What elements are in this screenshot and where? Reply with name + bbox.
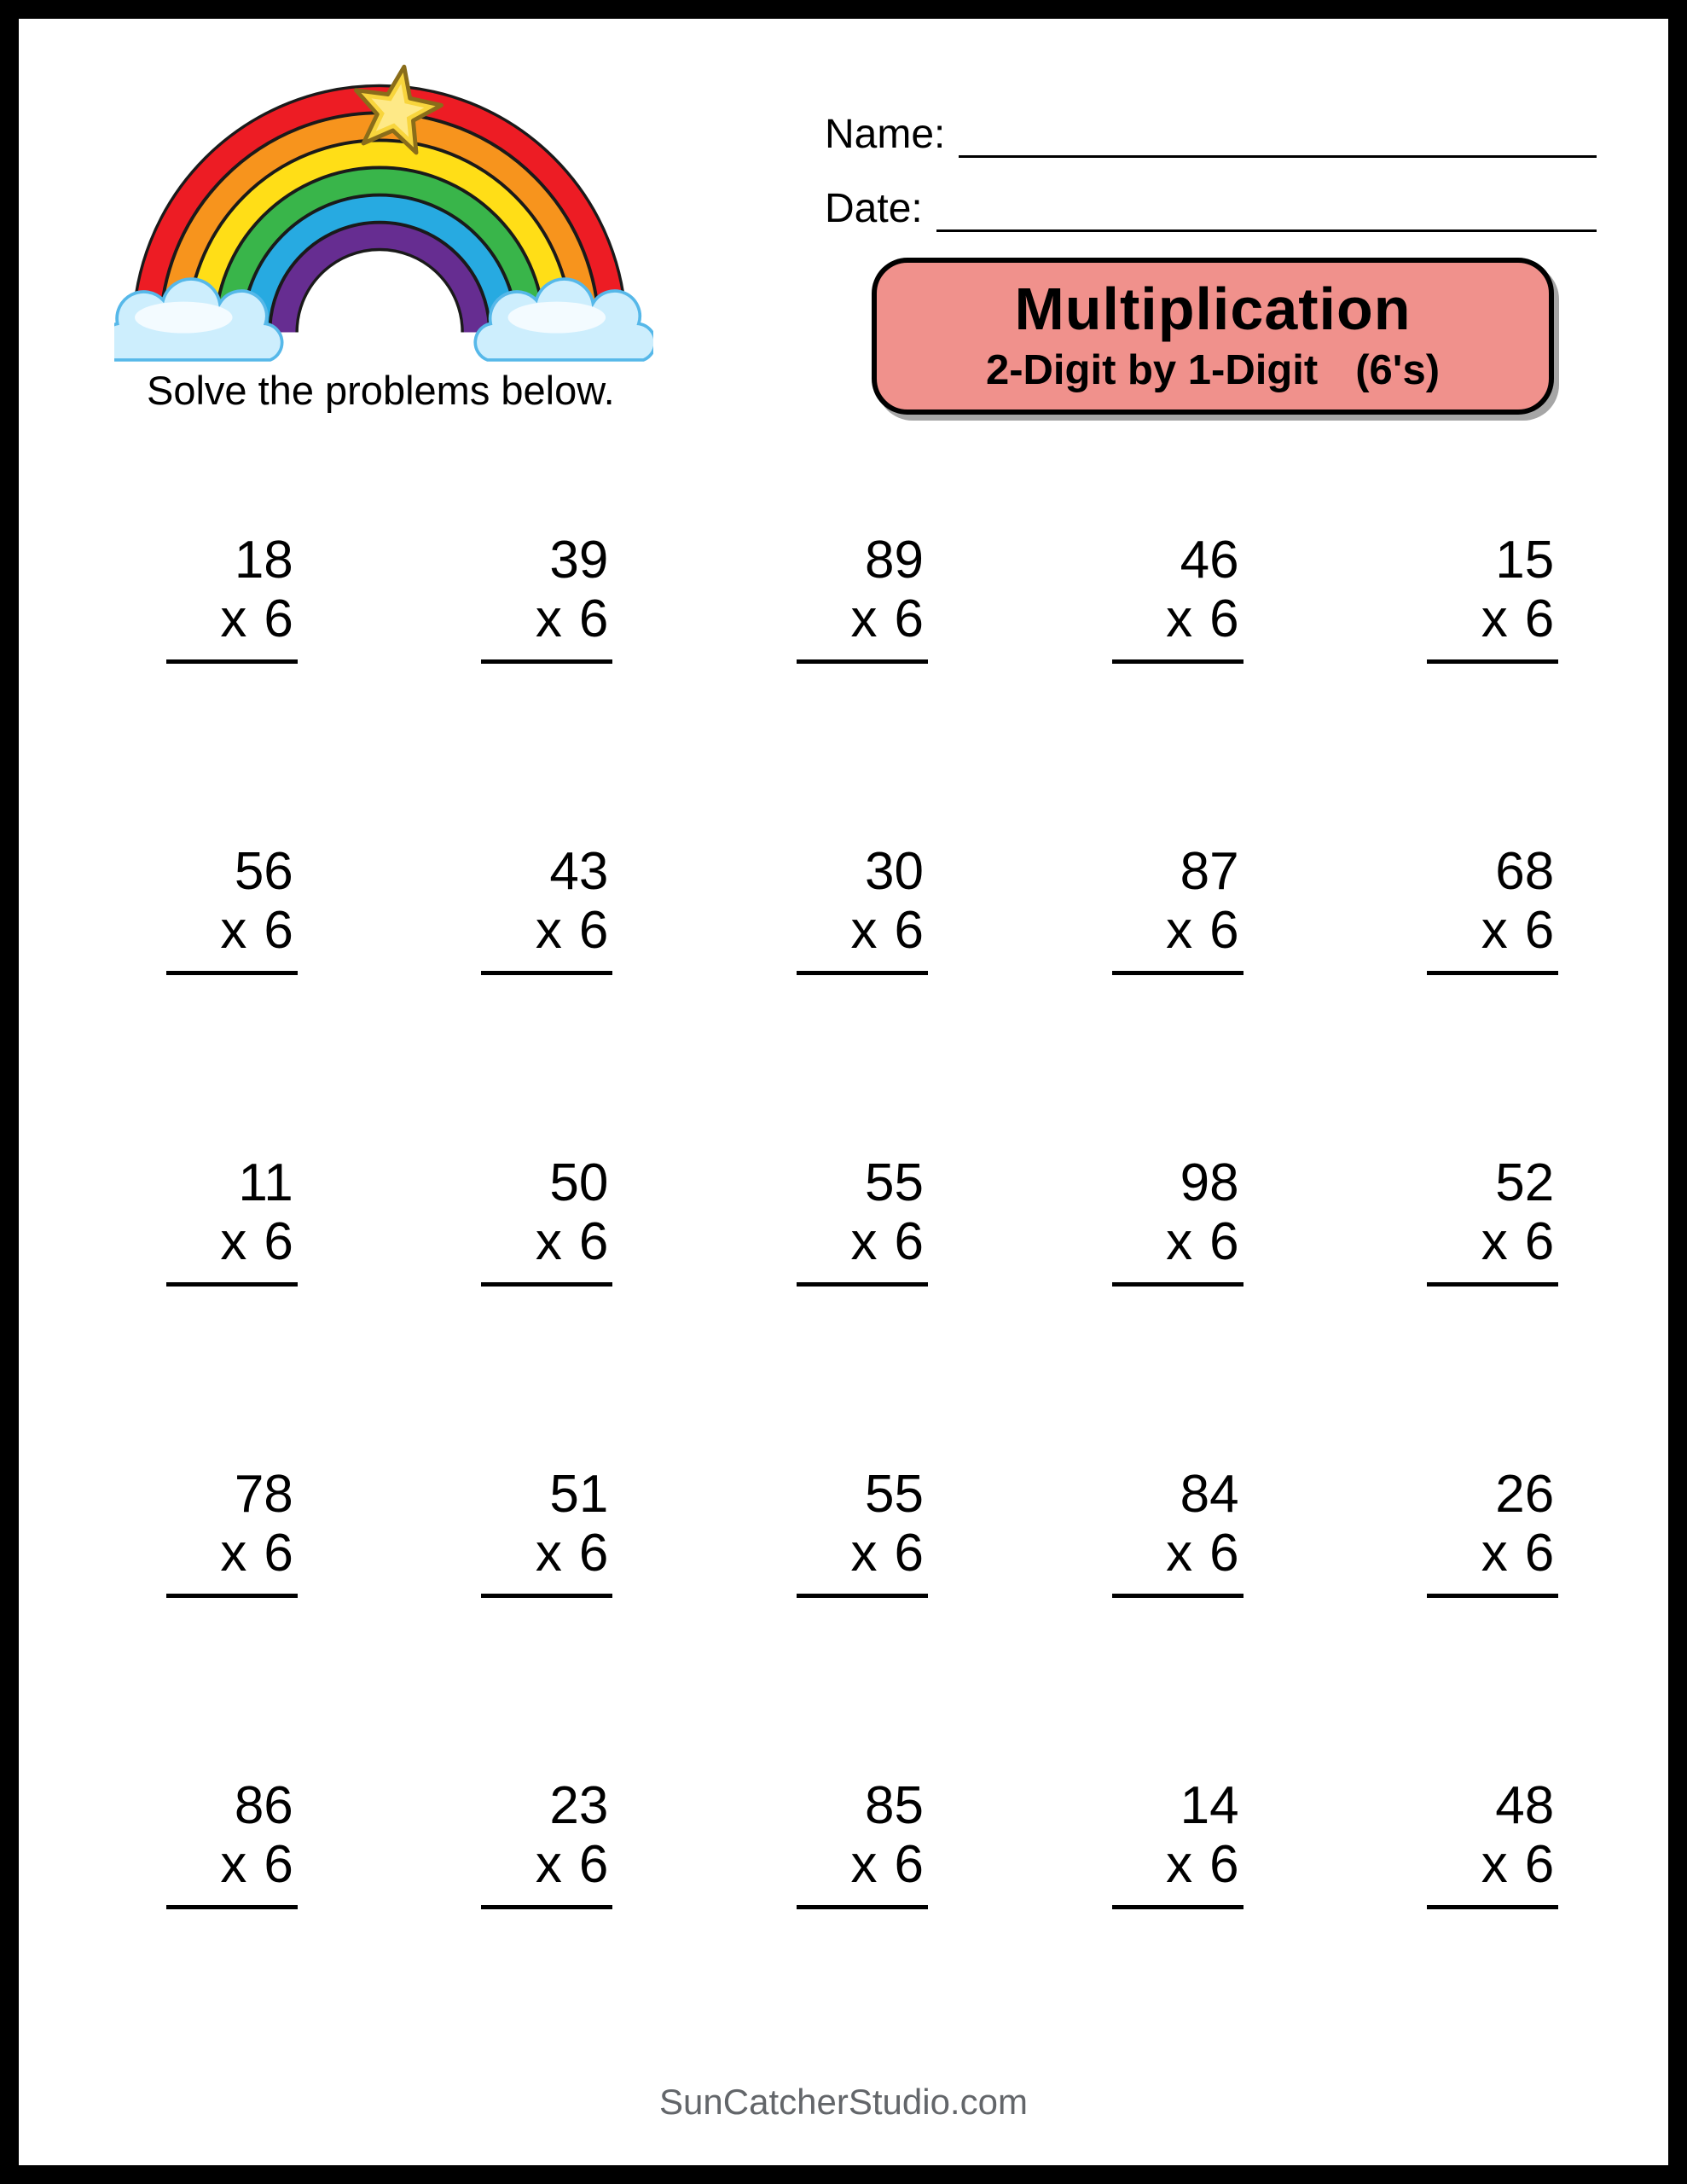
multiplier: 6 (578, 1835, 609, 1895)
times-sign: x (220, 1524, 247, 1583)
multiplication-problem (797, 1776, 928, 1909)
multiplier: 6 (1209, 590, 1239, 649)
multiplier: 6 (894, 1212, 924, 1272)
multiplication-problem (166, 1153, 298, 1287)
multiplication-problem (481, 1465, 612, 1598)
times-sign: x (850, 1524, 878, 1583)
operation-row (1112, 1835, 1244, 1894)
operation-row (1427, 1212, 1558, 1271)
multiplier: 6 (1524, 1524, 1555, 1583)
worksheet-series: (6's) (1355, 347, 1441, 393)
times-sign: x (850, 590, 878, 649)
multiplication-problem (1427, 1153, 1558, 1287)
worksheet-subtitle-row (885, 346, 1540, 394)
multiplicand: 52 (1495, 1153, 1555, 1212)
multiplier: 6 (1209, 1524, 1239, 1583)
operation-row (1112, 1524, 1244, 1583)
multiplicand: 50 (549, 1153, 609, 1212)
times-sign: x (535, 1835, 562, 1895)
name-line (959, 109, 1597, 158)
operation-row (1427, 901, 1558, 960)
problems-grid (74, 531, 1650, 2088)
multiplication-problem (166, 531, 298, 664)
multiplicand: 86 (234, 1776, 293, 1835)
multiplication-problem (1112, 1465, 1244, 1598)
multiplier: 6 (264, 1835, 293, 1895)
multiplier: 6 (894, 1835, 924, 1895)
operation-row (1112, 590, 1244, 648)
multiplier: 6 (1209, 1212, 1239, 1272)
multiplicand: 87 (1180, 842, 1239, 901)
times-sign: x (1166, 1524, 1193, 1583)
multiplication-problem (797, 531, 928, 664)
multiplier: 6 (1524, 1212, 1555, 1272)
times-sign: x (850, 1835, 878, 1895)
rainbow-graphic (114, 56, 653, 398)
operation-row (481, 901, 612, 960)
operation-row (166, 901, 298, 960)
multiplication-problem (797, 1153, 928, 1287)
times-sign: x (1481, 901, 1508, 961)
times-sign: x (535, 901, 562, 961)
operation-row (481, 1212, 612, 1271)
operation-row (797, 590, 928, 648)
multiplicand: 85 (865, 1776, 924, 1835)
footer-site: SunCatcherStudio.com (659, 2082, 1028, 2122)
operation-row (1427, 590, 1558, 648)
operation-row (797, 1835, 928, 1894)
instruction-text: Solve the problems below. (147, 368, 615, 413)
multiplicand: 30 (865, 842, 924, 901)
multiplicand: 15 (1495, 531, 1555, 590)
multiplier: 6 (894, 590, 924, 649)
name-field-row (825, 109, 1597, 158)
operation-row (481, 1524, 612, 1583)
multiplier: 6 (264, 1524, 293, 1583)
times-sign: x (850, 901, 878, 961)
times-sign: x (1166, 901, 1193, 961)
operation-row (166, 1212, 298, 1271)
multiplicand: 51 (549, 1465, 609, 1524)
multiplication-problem (481, 842, 612, 975)
operation-row (481, 1835, 612, 1894)
multiplication-problem (1427, 1465, 1558, 1598)
times-sign: x (535, 1524, 562, 1583)
times-sign: x (1166, 590, 1193, 649)
multiplication-problem (166, 1465, 298, 1598)
multiplicand: 98 (1180, 1153, 1239, 1212)
date-line (936, 183, 1597, 232)
operation-row (1427, 1835, 1558, 1894)
multiplicand: 23 (549, 1776, 609, 1835)
multiplicand: 18 (234, 531, 293, 590)
operation-row (1112, 901, 1244, 960)
multiplier: 6 (578, 1524, 609, 1583)
multiplicand: 46 (1180, 531, 1239, 590)
multiplication-problem (1427, 531, 1558, 664)
rainbow-icon (114, 56, 653, 398)
multiplicand: 68 (1495, 842, 1555, 901)
operation-row (797, 901, 928, 960)
multiplicand: 39 (549, 531, 609, 590)
times-sign: x (220, 1212, 247, 1272)
multiplication-problem (1112, 1153, 1244, 1287)
operation-row (166, 1835, 298, 1894)
multiplier: 6 (1524, 1835, 1555, 1895)
multiplier: 6 (1524, 590, 1555, 649)
operation-row (481, 590, 612, 648)
name-label: Name: (825, 112, 946, 157)
cloud-highlight (508, 302, 606, 334)
multiplicand: 89 (865, 531, 924, 590)
worksheet-page (19, 19, 1668, 2165)
times-sign: x (220, 901, 247, 961)
multiplier: 6 (1524, 901, 1555, 961)
multiplicand: 48 (1495, 1776, 1555, 1835)
multiplier: 6 (264, 1212, 293, 1272)
header-fields (825, 109, 1597, 258)
worksheet-title-box (872, 258, 1554, 415)
multiplier: 6 (578, 1212, 609, 1272)
multiplication-problem (1427, 842, 1558, 975)
multiplicand: 11 (238, 1153, 293, 1212)
multiplication-problem (481, 531, 612, 664)
multiplicand: 43 (549, 842, 609, 901)
multiplicand: 78 (234, 1465, 293, 1524)
multiplier: 6 (894, 1524, 924, 1583)
multiplication-problem (481, 1776, 612, 1909)
times-sign: x (220, 1835, 247, 1895)
multiplication-problem (1112, 1776, 1244, 1909)
multiplication-problem (797, 842, 928, 975)
times-sign: x (1166, 1212, 1193, 1272)
multiplication-problem (166, 1776, 298, 1909)
times-sign: x (1481, 1212, 1508, 1272)
multiplier: 6 (264, 590, 293, 649)
multiplier: 6 (578, 590, 609, 649)
multiplier: 6 (894, 901, 924, 961)
multiplicand: 55 (865, 1465, 924, 1524)
times-sign: x (1481, 1835, 1508, 1895)
times-sign: x (1166, 1835, 1193, 1895)
times-sign: x (850, 1212, 878, 1272)
times-sign: x (1481, 590, 1508, 649)
multiplication-problem (1112, 531, 1244, 664)
multiplier: 6 (578, 901, 609, 961)
multiplication-problem (797, 1465, 928, 1598)
multiplication-problem (166, 842, 298, 975)
times-sign: x (220, 590, 247, 649)
times-sign: x (1481, 1524, 1508, 1583)
multiplication-problem (481, 1153, 612, 1287)
multiplicand: 56 (234, 842, 293, 901)
date-label: Date: (825, 186, 923, 231)
worksheet-subtitle: 2-Digit by 1-Digit (985, 347, 1319, 393)
operation-row (1427, 1524, 1558, 1583)
multiplication-problem (1427, 1776, 1558, 1909)
multiplicand: 55 (865, 1153, 924, 1212)
operation-row (166, 1524, 298, 1583)
multiplicand: 14 (1180, 1776, 1239, 1835)
multiplication-problem (1112, 842, 1244, 975)
multiplier: 6 (264, 901, 293, 961)
times-sign: x (535, 1212, 562, 1272)
operation-row (1112, 1212, 1244, 1271)
date-field-row (825, 183, 1597, 232)
operation-row (166, 590, 298, 648)
multiplicand: 84 (1180, 1465, 1239, 1524)
multiplier: 6 (1209, 1835, 1239, 1895)
worksheet-title: Multiplication (1014, 276, 1412, 342)
times-sign: x (535, 590, 562, 649)
cloud-highlight (135, 302, 233, 334)
operation-row (797, 1524, 928, 1583)
multiplier: 6 (1209, 901, 1239, 961)
operation-row (797, 1212, 928, 1271)
multiplicand: 26 (1495, 1465, 1555, 1524)
